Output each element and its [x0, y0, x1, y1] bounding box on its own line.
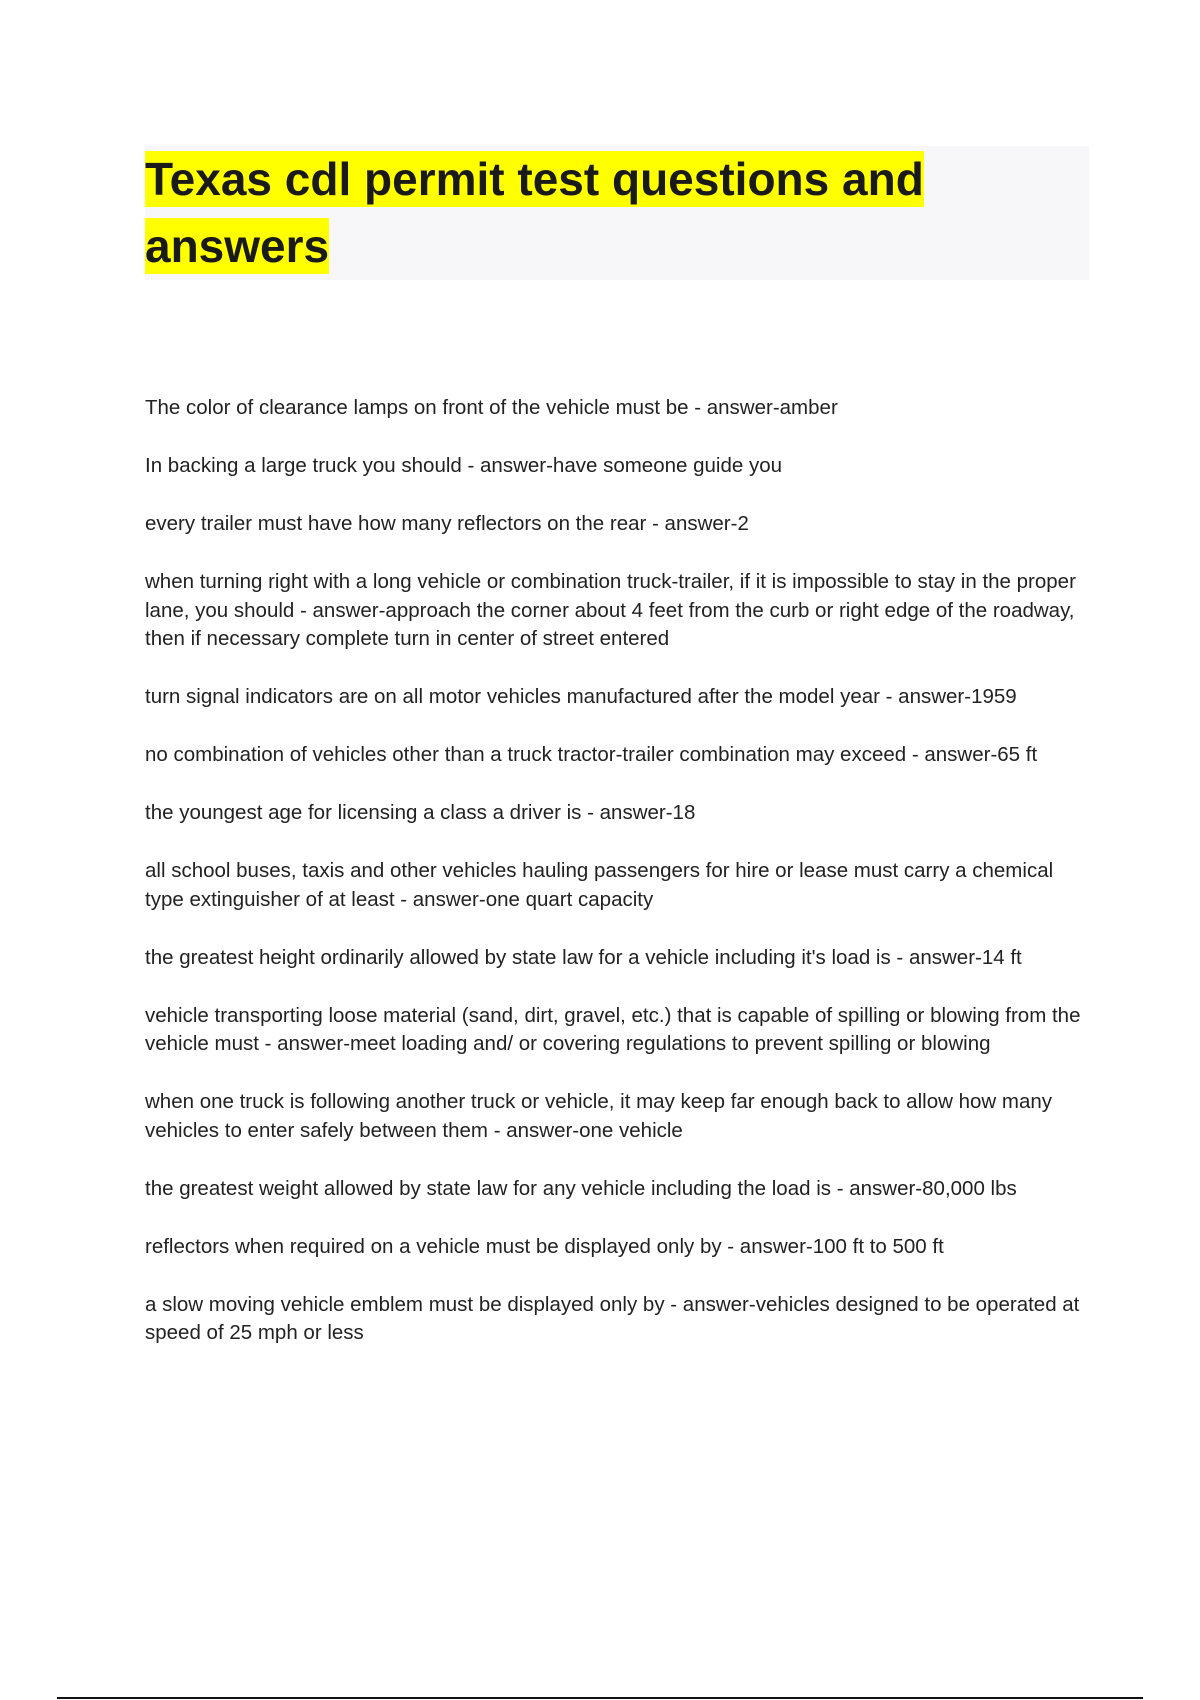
qa-item: the greatest weight allowed by state law for any vehicle including the load is - answer-80,000 lbs: [145, 1176, 1017, 1200]
qa-item: reflectors when required on a vehicle must be displayed only by - answer-100 ft to 500 ft: [145, 1234, 944, 1258]
qa-item: The color of clearance lamps on front of the vehicle must be - answer-amber: [145, 396, 838, 419]
title-block: [145, 146, 1089, 280]
qa-item: a slow moving vehicle emblem must be displayed only by - answer-vehicles designed to be operated at speed of 25 mph or less: [145, 1292, 1080, 1344]
qa-item: every trailer must have how many reflectors on the rear - answer-2: [145, 512, 749, 535]
question-answer-list: [145, 394, 1095, 1377]
qa-item: vehicle transporting loose material (sand, dirt, gravel, etc.) that is capable of spilling or blowing from the vehicle must - answer-meet loading and/ or covering regulations to prevent spilling or blowing: [145, 1003, 1081, 1055]
qa-item: the youngest age for licensing a class a driver is - answer-18: [145, 801, 696, 824]
qa-item: when turning right with a long vehicle or combination truck-trailer, if it is impossible to stay in the proper lane, you should - answer-approach the corner about 4 feet from the curb or right edge of the roadway, then if necessary complete turn in center of street entered: [145, 570, 1076, 650]
footer-divider: [57, 1697, 1143, 1699]
qa-item: when one truck is following another truck or vehicle, it may keep far enough back to allow how many vehicles to enter safely between them - answer-one vehicle: [145, 1090, 1053, 1142]
document-title: [145, 146, 1089, 280]
title-highlight: Texas cdl permit test questions and answers: [145, 153, 924, 272]
qa-item: no combination of vehicles other than a truck tractor-trailer combination may exceed - answer-65 ft: [145, 743, 1038, 766]
qa-item: the greatest height ordinarily allowed by state law for a vehicle including it's load is - answer-14 ft: [145, 945, 1022, 969]
qa-item: turn signal indicators are on all motor vehicles manufactured after the model year - answer-1959: [145, 685, 1017, 708]
qa-item: all school buses, taxis and other vehicles hauling passengers for hire or lease must carry a chemical type extinguisher of at least - answer-one quart capacity: [145, 859, 1054, 911]
qa-item: In backing a large truck you should - answer-have someone guide you: [145, 454, 783, 477]
